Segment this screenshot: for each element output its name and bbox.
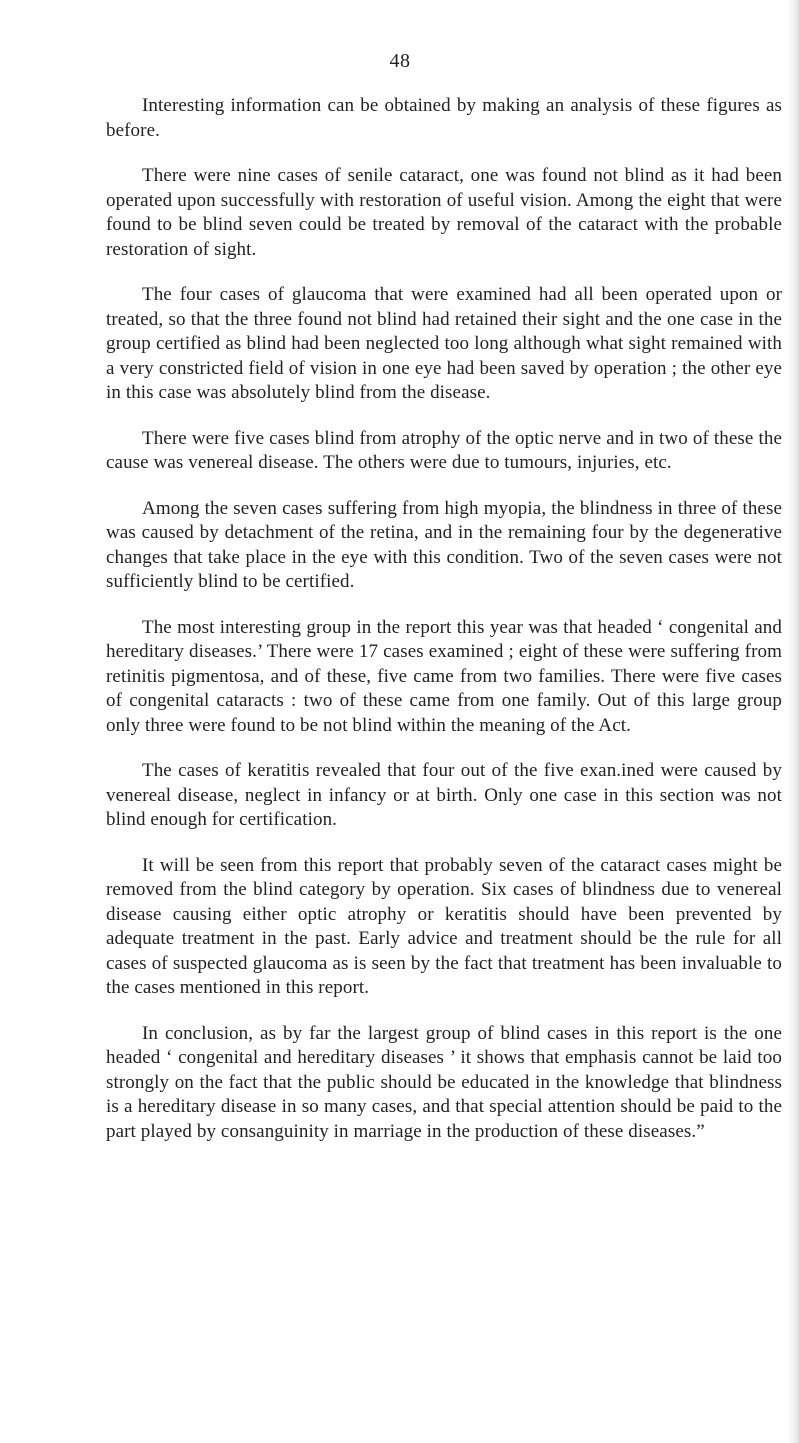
paragraph-conclusion: In conclusion, as by far the largest group of blind cases in this report is the one headed ‘ congenital and hereditary diseases ’ it shows that emphasis cannot be laid too strongly on the fact that the public should be educated in the knowledge that blindness is a hereditary disease in so many cases, and that special attention should be paid to the part played by consanguinity in marriage in the production of these diseases.” (106, 1022, 782, 1142)
page-edge-shadow (786, 0, 800, 1443)
paragraph-prevention: It will be seen from this report that probably seven of the cataract cases might be removed from the blind category by operation. Six cases of blindness due to venereal disease causing either optic atrophy or keratitis should have been prevented by adequate treatment in the past. Early advice and treatment should be the rule for all cases of suspected glaucoma as is seen by the fact that treatment has been invaluable to the cases mentioned in this report. (106, 854, 782, 998)
body-text (106, 94, 782, 1165)
paragraph-optic-atrophy: There were five cases blind from atrophy of the optic nerve and in two of these the cause was venereal disease. The others were due to tumours, injuries, etc. (106, 427, 782, 473)
paragraph-high-myopia: Among the seven cases suffering from high myopia, the blindness in three of these was caused by detachment of the retina, and in the remaining four by the degenerative changes that take place in the eye with this condition. Two of the seven cases were not sufficiently blind to be certified. (106, 497, 782, 592)
paragraph-congenital-hereditary: The most interesting group in the report this year was that headed ‘ congenital and hereditary diseases.’ There were 17 cases examined ; eight of these were suffering from retinitis pigmentosa, and of these, five came from two families. There were five cases of congenital cataracts : two of these came from one family. Out of this large group only three were found to be not blind within the meaning of the Act. (106, 616, 782, 736)
paragraph-glaucoma: The four cases of glaucoma that were examined had all been operated upon or treated, so that the three found not blind had retained their sight and the one case in the group certified as blind had been neglected too long although what sight remained with a very constricted field of vision in one eye had been saved by operation ; the other eye in this case was absolutely blind from the disease. (106, 284, 782, 403)
paragraph-keratitis: The cases of keratitis revealed that four out of the five exan.ined were caused by venereal disease, neglect in infancy or at birth. Only one case in this section was not blind enough for certification. (106, 760, 782, 830)
page-number: 48 (389, 50, 411, 72)
paragraph-senile-cataract: There were nine cases of senile cataract, one was found not blind as it had been operated upon successfully with restoration of useful vision. Among the eight that were found to be blind seven could be treated by removal of the cataract with the probable restoration of sight. (106, 165, 782, 260)
paragraph-analysis-intro: Interesting information can be obtained by making an analysis of these figures as before. (106, 95, 782, 141)
